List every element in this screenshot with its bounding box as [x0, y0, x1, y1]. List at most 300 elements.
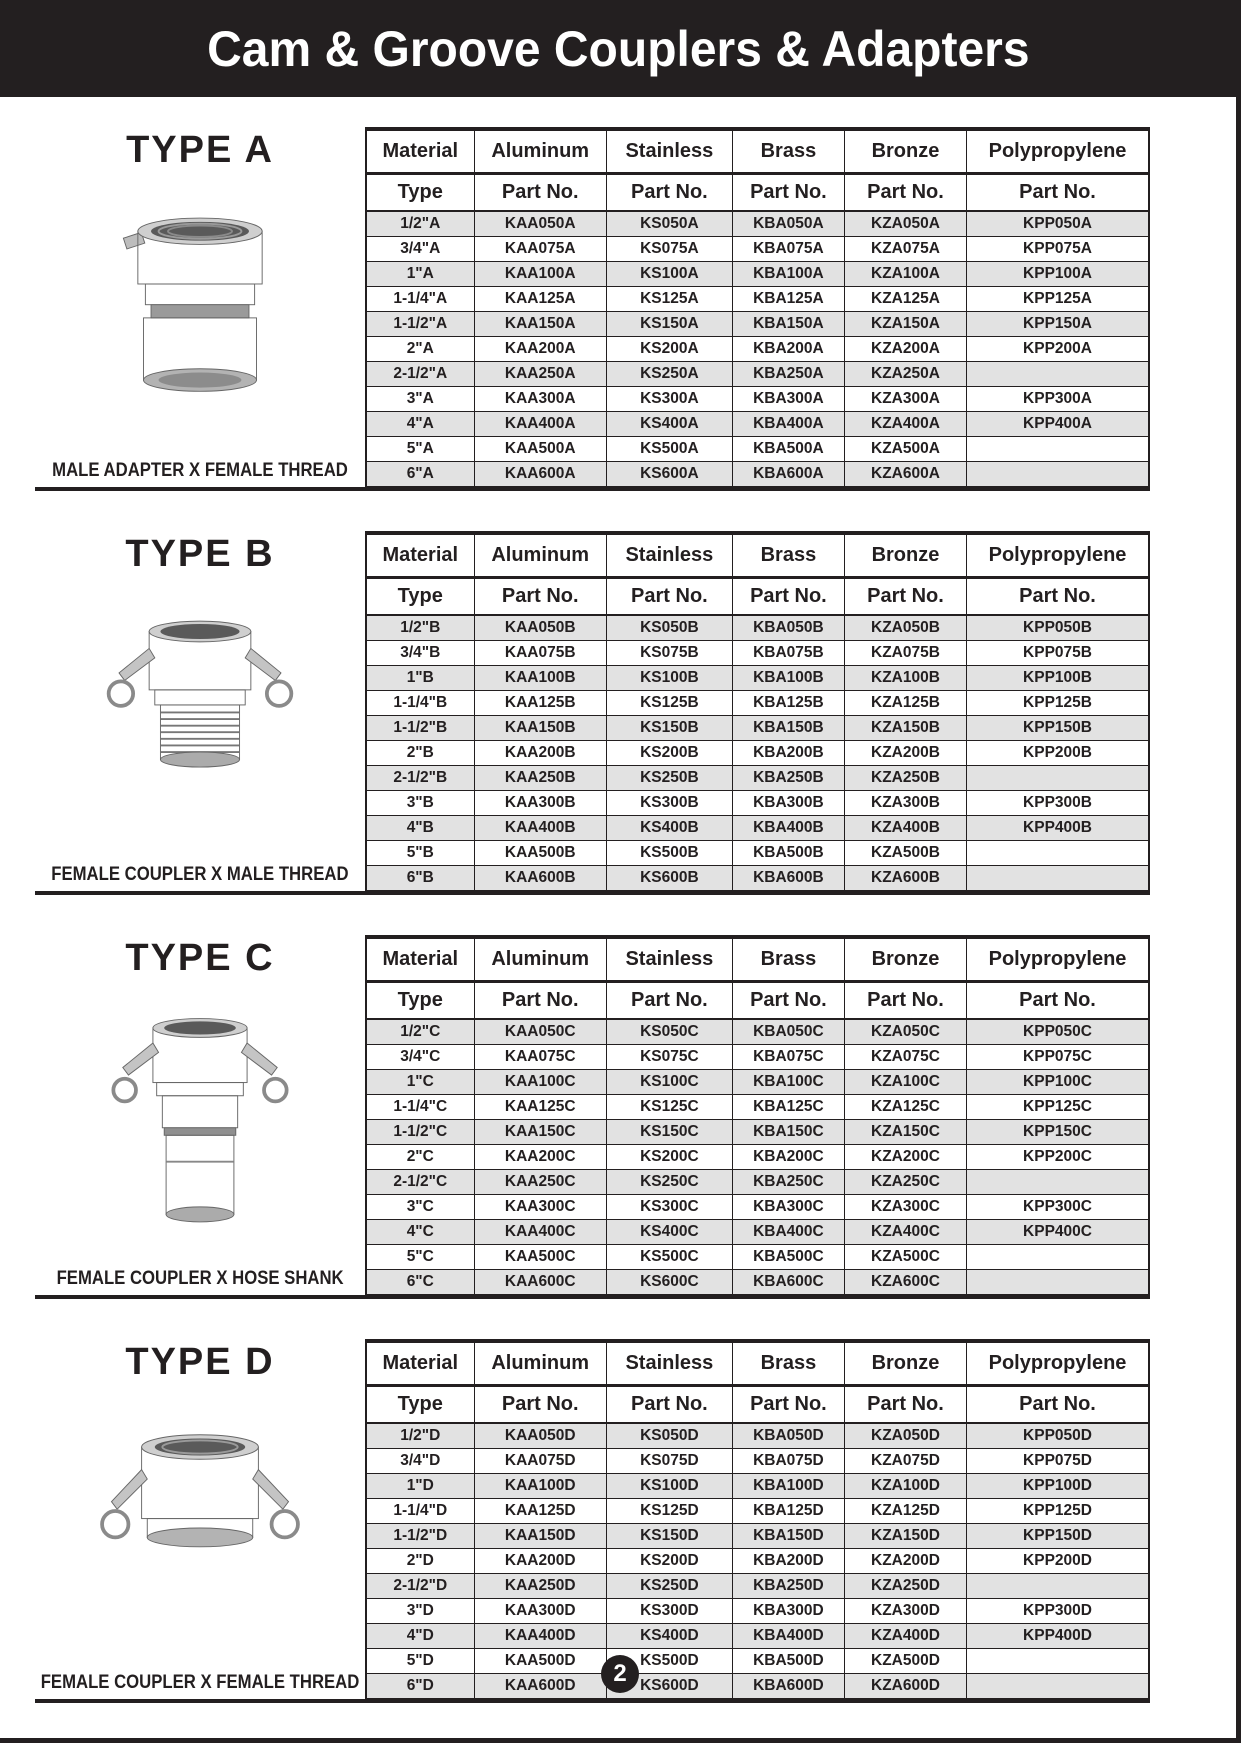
- part-number-cell: KZA400B: [844, 816, 966, 841]
- part-number-cell: KBA075B: [732, 641, 844, 666]
- part-no-header: Part No.: [732, 174, 844, 212]
- part-number-cell: KAA050B: [474, 615, 606, 641]
- type-cell: 3"C: [366, 1195, 474, 1220]
- part-number-cell: KAA100D: [474, 1474, 606, 1499]
- part-number-cell: KBA150D: [732, 1524, 844, 1549]
- part-no-header-row: [366, 174, 1149, 212]
- part-number-cell: KBA200D: [732, 1549, 844, 1574]
- part-number-cell: KPP300D: [967, 1599, 1149, 1624]
- part-number-cell: KZA600D: [844, 1674, 966, 1699]
- part-number-cell: KBA600C: [732, 1270, 844, 1295]
- type-cell: 1-1/4"A: [366, 287, 474, 312]
- table-row: [366, 312, 1149, 337]
- part-number-cell: KBA200A: [732, 337, 844, 362]
- part-number-cell: KZA500D: [844, 1649, 966, 1674]
- type-cell: 3"A: [366, 387, 474, 412]
- table-row: [366, 262, 1149, 287]
- table-row: [366, 1449, 1149, 1474]
- material-brass-header: Brass: [732, 533, 844, 578]
- part-number-cell: KAA600D: [474, 1674, 606, 1699]
- part-number-cell: KS075B: [606, 641, 732, 666]
- part-number-cell: KS125C: [606, 1095, 732, 1120]
- table-row: [366, 1270, 1149, 1295]
- part-number-cell: KBA150B: [732, 716, 844, 741]
- part-no-header: Part No.: [844, 578, 966, 616]
- part-number-cell: KBA050C: [732, 1019, 844, 1045]
- part-number-cell: KS200C: [606, 1145, 732, 1170]
- part-number-cell: KZA150C: [844, 1120, 966, 1145]
- part-number-cell: KPP050A: [967, 211, 1149, 237]
- part-number-cell: KZA500B: [844, 841, 966, 866]
- part-number-cell: KPP150A: [967, 312, 1149, 337]
- type-cell: 1-1/2"D: [366, 1524, 474, 1549]
- type-cell: 1/2"B: [366, 615, 474, 641]
- material-bronze-header: Bronze: [844, 533, 966, 578]
- section-type-d: [35, 1339, 1150, 1703]
- product-caption: [31, 864, 369, 886]
- part-number-cell: KPP075C: [967, 1045, 1149, 1070]
- section-type-c: [35, 935, 1150, 1299]
- type-cell: 1"D: [366, 1474, 474, 1499]
- coupler-illustration: [95, 203, 305, 429]
- material-brass-header: Brass: [732, 1341, 844, 1386]
- section-left-panel: [35, 127, 365, 487]
- part-number-cell: KS250A: [606, 362, 732, 387]
- part-number-cell: KAA075A: [474, 237, 606, 262]
- part-number-cell: KBA250D: [732, 1574, 844, 1599]
- part-no-header: Part No.: [606, 578, 732, 616]
- table-row: [366, 766, 1149, 791]
- part-number-cell: KAA150A: [474, 312, 606, 337]
- part-number-cell: [967, 462, 1149, 487]
- table-row: [366, 1574, 1149, 1599]
- part-number-cell: KS300A: [606, 387, 732, 412]
- type-cell: 2-1/2"C: [366, 1170, 474, 1195]
- part-number-cell: KAA200D: [474, 1549, 606, 1574]
- part-number-cell: KZA300B: [844, 791, 966, 816]
- type-cell: 1-1/4"D: [366, 1499, 474, 1524]
- type-cell: 6"C: [366, 1270, 474, 1295]
- part-no-header: Part No.: [474, 1386, 606, 1424]
- part-number-cell: KS125B: [606, 691, 732, 716]
- table-row: [366, 716, 1149, 741]
- part-no-header: Part No.: [967, 1386, 1149, 1424]
- part-number-cell: KPP100C: [967, 1070, 1149, 1095]
- part-number-cell: KBA600A: [732, 462, 844, 487]
- table-row: [366, 866, 1149, 891]
- part-number-cell: KAA300A: [474, 387, 606, 412]
- type-cell: 3"B: [366, 791, 474, 816]
- part-number-cell: KPP075A: [967, 237, 1149, 262]
- type-cell: 2-1/2"A: [366, 362, 474, 387]
- part-number-cell: KPP400A: [967, 412, 1149, 437]
- table-row: [366, 841, 1149, 866]
- part-number-cell: KAA100B: [474, 666, 606, 691]
- material-brass-header: Brass: [732, 937, 844, 982]
- part-number-cell: KS075D: [606, 1449, 732, 1474]
- part-number-cell: KBA300C: [732, 1195, 844, 1220]
- type-cell: 6"B: [366, 866, 474, 891]
- part-number-cell: KZA125A: [844, 287, 966, 312]
- page-number-badge: [601, 1655, 639, 1693]
- part-number-cell: KAA100A: [474, 262, 606, 287]
- type-cell: 6"D: [366, 1674, 474, 1699]
- part-number-cell: KS150A: [606, 312, 732, 337]
- part-no-header-row: [366, 578, 1149, 616]
- part-number-cell: KAA075C: [474, 1045, 606, 1070]
- type-header: Type: [366, 578, 474, 616]
- part-no-header: Part No.: [474, 578, 606, 616]
- part-number-cell: KBA125D: [732, 1499, 844, 1524]
- part-number-cell: KZA600B: [844, 866, 966, 891]
- product-caption-text: MALE ADAPTER X FEMALE THREAD: [52, 460, 348, 481]
- part-number-cell: KZA400A: [844, 412, 966, 437]
- part-number-cell: KAA600B: [474, 866, 606, 891]
- type-header: Type: [366, 982, 474, 1020]
- part-number-cell: KAA500A: [474, 437, 606, 462]
- type-heading: TYPE B: [125, 533, 275, 575]
- table-row: [366, 741, 1149, 766]
- part-number-cell: KAA050D: [474, 1423, 606, 1449]
- part-no-header: Part No.: [606, 1386, 732, 1424]
- material-stainless-header: Stainless: [606, 533, 732, 578]
- part-number-cell: KPP400D: [967, 1624, 1149, 1649]
- type-cell: 1-1/4"C: [366, 1095, 474, 1120]
- table-row: [366, 437, 1149, 462]
- product-caption: [37, 1268, 363, 1290]
- table-row: [366, 362, 1149, 387]
- part-number-cell: KS050C: [606, 1019, 732, 1045]
- part-number-cell: KZA075C: [844, 1045, 966, 1070]
- part-number-cell: KAA200C: [474, 1145, 606, 1170]
- type-cell: 5"C: [366, 1245, 474, 1270]
- part-number-cell: [967, 1270, 1149, 1295]
- product-caption-text: FEMALE COUPLER X HOSE SHANK: [56, 1268, 344, 1289]
- type-header: Type: [366, 1386, 474, 1424]
- material-polypropylene-header: Polypropylene: [967, 129, 1149, 174]
- part-number-cell: KAA125A: [474, 287, 606, 312]
- part-number-cell: [967, 362, 1149, 387]
- part-number-cell: KBA500A: [732, 437, 844, 462]
- part-number-cell: KS300B: [606, 791, 732, 816]
- part-number-cell: KZA250A: [844, 362, 966, 387]
- part-number-cell: KAA600A: [474, 462, 606, 487]
- table-row: [366, 691, 1149, 716]
- material-stainless-header: Stainless: [606, 129, 732, 174]
- type-heading: TYPE C: [125, 937, 275, 979]
- part-number-cell: KS125A: [606, 287, 732, 312]
- materials-header-row: [366, 533, 1149, 578]
- type-cell: 1-1/2"A: [366, 312, 474, 337]
- part-number-cell: KZA100D: [844, 1474, 966, 1499]
- part-no-header: Part No.: [474, 982, 606, 1020]
- part-number-cell: KBA250B: [732, 766, 844, 791]
- part-number-cell: KPP300A: [967, 387, 1149, 412]
- section-left-panel: [35, 935, 365, 1295]
- part-number-cell: KZA075D: [844, 1449, 966, 1474]
- part-number-cell: KBA150C: [732, 1120, 844, 1145]
- material-bronze-header: Bronze: [844, 1341, 966, 1386]
- part-number-cell: KBA125B: [732, 691, 844, 716]
- part-number-cell: KS200B: [606, 741, 732, 766]
- part-number-cell: KBA200C: [732, 1145, 844, 1170]
- part-number-cell: KPP400B: [967, 816, 1149, 841]
- part-number-cell: KAA200B: [474, 741, 606, 766]
- part-number-cell: KBA600D: [732, 1674, 844, 1699]
- part-no-header: Part No.: [967, 578, 1149, 616]
- part-number-cell: KPP050C: [967, 1019, 1149, 1045]
- sections-container: [35, 127, 1150, 1703]
- material-aluminum-header: Aluminum: [474, 129, 606, 174]
- type-cell: 2-1/2"B: [366, 766, 474, 791]
- part-number-cell: KBA125A: [732, 287, 844, 312]
- part-number-cell: KZA200D: [844, 1549, 966, 1574]
- part-number-cell: KAA150B: [474, 716, 606, 741]
- part-number-cell: KS500A: [606, 437, 732, 462]
- part-number-cell: KPP300C: [967, 1195, 1149, 1220]
- table-row: [366, 1524, 1149, 1549]
- type-cell: 1"C: [366, 1070, 474, 1095]
- part-number-cell: KBA400C: [732, 1220, 844, 1245]
- part-number-cell: KPP125C: [967, 1095, 1149, 1120]
- part-number-cell: KBA400A: [732, 412, 844, 437]
- part-number-cell: KPP075D: [967, 1449, 1149, 1474]
- part-number-cell: KAA400B: [474, 816, 606, 841]
- type-cell: 1/2"C: [366, 1019, 474, 1045]
- type-cell: 1/2"D: [366, 1423, 474, 1449]
- part-number-cell: KAA300B: [474, 791, 606, 816]
- part-number-cell: KPP400C: [967, 1220, 1149, 1245]
- table-row: [366, 1423, 1149, 1449]
- part-number-cell: [967, 766, 1149, 791]
- product-caption: [19, 1672, 381, 1694]
- part-number-cell: KZA150D: [844, 1524, 966, 1549]
- part-number-cell: KBA100B: [732, 666, 844, 691]
- part-number-cell: KZA300D: [844, 1599, 966, 1624]
- part-number-cell: KS100A: [606, 262, 732, 287]
- part-no-header: Part No.: [606, 174, 732, 212]
- table-row: [366, 1499, 1149, 1524]
- part-number-cell: KBA600B: [732, 866, 844, 891]
- female-coupler-x-female-thread-photo: [35, 1384, 365, 1672]
- type-heading: TYPE A: [126, 129, 274, 171]
- part-number-cell: KAA050C: [474, 1019, 606, 1045]
- section-type-b: [35, 531, 1150, 895]
- coupler-illustration: [95, 1415, 305, 1641]
- part-number-cell: KAA050A: [474, 211, 606, 237]
- part-number-cell: KPP200A: [967, 337, 1149, 362]
- part-number-cell: KBA050D: [732, 1423, 844, 1449]
- part-number-cell: KZA200B: [844, 741, 966, 766]
- type-cell: 4"D: [366, 1624, 474, 1649]
- parts-table-body: [366, 1423, 1149, 1699]
- part-number-cell: KPP125A: [967, 287, 1149, 312]
- part-number-cell: KPP150C: [967, 1120, 1149, 1145]
- part-number-cell: KBA075C: [732, 1045, 844, 1070]
- part-number-cell: KAA600C: [474, 1270, 606, 1295]
- table-row: [366, 387, 1149, 412]
- part-number-cell: KS200D: [606, 1549, 732, 1574]
- part-number-cell: KS250D: [606, 1574, 732, 1599]
- page-title: Cam & Groove Couplers & Adapters: [206, 20, 1030, 77]
- part-number-cell: KS250B: [606, 766, 732, 791]
- part-number-cell: KS050B: [606, 615, 732, 641]
- section-type-a: [35, 127, 1150, 491]
- part-no-header: Part No.: [732, 578, 844, 616]
- part-no-header: Part No.: [474, 174, 606, 212]
- part-number-cell: KAA075B: [474, 641, 606, 666]
- part-number-cell: KZA600C: [844, 1270, 966, 1295]
- parts-table: [365, 531, 1150, 891]
- table-row: [366, 1245, 1149, 1270]
- type-cell: 1-1/2"C: [366, 1120, 474, 1145]
- parts-table-body: [366, 211, 1149, 487]
- part-number-cell: KAA400C: [474, 1220, 606, 1245]
- part-number-cell: [967, 437, 1149, 462]
- part-number-cell: KZA100B: [844, 666, 966, 691]
- part-number-cell: KBA200B: [732, 741, 844, 766]
- material-bronze-header: Bronze: [844, 129, 966, 174]
- part-number-cell: KS600C: [606, 1270, 732, 1295]
- material-aluminum-header: Aluminum: [474, 937, 606, 982]
- part-number-cell: KS600B: [606, 866, 732, 891]
- part-number-cell: KBA400B: [732, 816, 844, 841]
- part-number-cell: KS050A: [606, 211, 732, 237]
- type-cell: 3/4"D: [366, 1449, 474, 1474]
- type-cell: 1-1/4"B: [366, 691, 474, 716]
- table-row: [366, 1195, 1149, 1220]
- table-row: [366, 1070, 1149, 1095]
- table-row: [366, 791, 1149, 816]
- table-row: [366, 1649, 1149, 1674]
- part-number-cell: KAA075D: [474, 1449, 606, 1474]
- part-number-cell: KS075A: [606, 237, 732, 262]
- part-number-cell: KBA300B: [732, 791, 844, 816]
- part-number-cell: KBA100C: [732, 1070, 844, 1095]
- part-number-cell: KZA075A: [844, 237, 966, 262]
- part-number-cell: KS125D: [606, 1499, 732, 1524]
- material-header: Material: [366, 1341, 474, 1386]
- part-number-cell: KBA075D: [732, 1449, 844, 1474]
- product-caption-text: FEMALE COUPLER X MALE THREAD: [51, 864, 349, 885]
- part-number-cell: KZA250D: [844, 1574, 966, 1599]
- product-caption: [32, 460, 368, 482]
- part-number-cell: KZA250C: [844, 1170, 966, 1195]
- type-cell: 3/4"A: [366, 237, 474, 262]
- part-number-cell: KZA500C: [844, 1245, 966, 1270]
- materials-header-row: [366, 129, 1149, 174]
- part-number-cell: [967, 866, 1149, 891]
- part-number-cell: KZA100C: [844, 1070, 966, 1095]
- part-number-cell: KBA100D: [732, 1474, 844, 1499]
- type-cell: 1"A: [366, 262, 474, 287]
- part-number-cell: KS150C: [606, 1120, 732, 1145]
- coupler-illustration: [95, 1011, 305, 1237]
- part-number-cell: KS150B: [606, 716, 732, 741]
- table-row: [366, 1674, 1149, 1699]
- type-cell: 5"A: [366, 437, 474, 462]
- parts-table: [365, 935, 1150, 1295]
- part-no-header: Part No.: [844, 982, 966, 1020]
- part-number-cell: KS500C: [606, 1245, 732, 1270]
- material-polypropylene-header: Polypropylene: [967, 937, 1149, 982]
- part-number-cell: KBA300A: [732, 387, 844, 412]
- table-row: [366, 816, 1149, 841]
- type-header: Type: [366, 174, 474, 212]
- type-cell: 3"D: [366, 1599, 474, 1624]
- part-number-cell: KS200A: [606, 337, 732, 362]
- part-number-cell: KZA150A: [844, 312, 966, 337]
- part-number-cell: [967, 1649, 1149, 1674]
- part-no-header: Part No.: [844, 174, 966, 212]
- part-no-header: Part No.: [967, 174, 1149, 212]
- part-number-cell: [967, 1170, 1149, 1195]
- part-number-cell: KBA150A: [732, 312, 844, 337]
- part-number-cell: KZA050D: [844, 1423, 966, 1449]
- page-header: [0, 0, 1236, 97]
- table-row: [366, 1170, 1149, 1195]
- part-number-cell: KPP300B: [967, 791, 1149, 816]
- part-number-cell: KAA500D: [474, 1649, 606, 1674]
- table-row: [366, 1549, 1149, 1574]
- part-number-cell: KS100C: [606, 1070, 732, 1095]
- part-number-cell: [967, 1674, 1149, 1699]
- table-row: [366, 1019, 1149, 1045]
- part-number-cell: KPP050B: [967, 615, 1149, 641]
- part-number-cell: KS300C: [606, 1195, 732, 1220]
- part-number-cell: KS075C: [606, 1045, 732, 1070]
- part-number-cell: KPP125B: [967, 691, 1149, 716]
- parts-table-body: [366, 615, 1149, 891]
- part-number-cell: KAA150C: [474, 1120, 606, 1145]
- table-row: [366, 1095, 1149, 1120]
- table-row: [366, 287, 1149, 312]
- table-row: [366, 237, 1149, 262]
- part-number-cell: KAA400A: [474, 412, 606, 437]
- part-number-cell: KS400A: [606, 412, 732, 437]
- part-number-cell: KPP050D: [967, 1423, 1149, 1449]
- part-number-cell: KS150D: [606, 1524, 732, 1549]
- part-number-cell: KZA400D: [844, 1624, 966, 1649]
- materials-header-row: [366, 1341, 1149, 1386]
- type-cell: 4"A: [366, 412, 474, 437]
- part-number-cell: KS400C: [606, 1220, 732, 1245]
- part-number-cell: KZA075B: [844, 641, 966, 666]
- part-no-header: Part No.: [732, 1386, 844, 1424]
- part-number-cell: KS500D: [606, 1649, 732, 1674]
- table-row: [366, 1120, 1149, 1145]
- material-stainless-header: Stainless: [606, 937, 732, 982]
- material-aluminum-header: Aluminum: [474, 1341, 606, 1386]
- part-number-cell: KAA500C: [474, 1245, 606, 1270]
- material-aluminum-header: Aluminum: [474, 533, 606, 578]
- part-number-cell: KAA125C: [474, 1095, 606, 1120]
- part-number-cell: KZA050A: [844, 211, 966, 237]
- part-number-cell: KBA125C: [732, 1095, 844, 1120]
- parts-table: [365, 1339, 1150, 1699]
- material-bronze-header: Bronze: [844, 937, 966, 982]
- table-row: [366, 615, 1149, 641]
- part-number-cell: KBA300D: [732, 1599, 844, 1624]
- part-number-cell: KBA250A: [732, 362, 844, 387]
- male-adapter-x-female-thread-photo: [35, 172, 365, 460]
- table-row: [366, 1220, 1149, 1245]
- part-number-cell: [967, 841, 1149, 866]
- part-number-cell: [967, 1245, 1149, 1270]
- material-polypropylene-header: Polypropylene: [967, 1341, 1149, 1386]
- part-no-header: Part No.: [732, 982, 844, 1020]
- part-number-cell: KAA500B: [474, 841, 606, 866]
